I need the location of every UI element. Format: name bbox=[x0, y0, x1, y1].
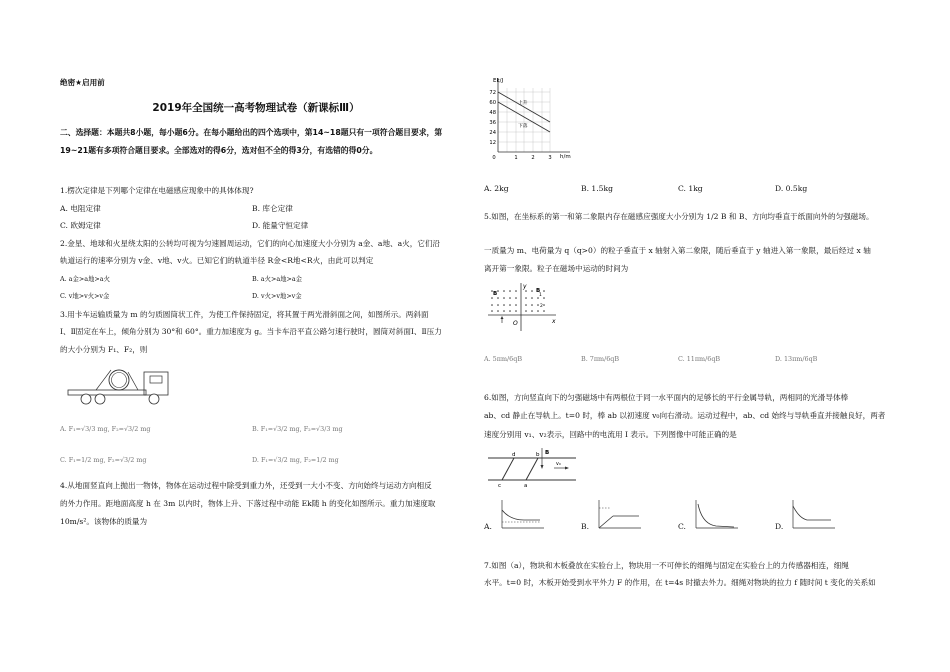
graph-label-up: 上升 bbox=[518, 101, 528, 106]
q4-option-c: C. 1kg bbox=[678, 184, 703, 193]
q2-option-b: B. a火>a地>a金 bbox=[252, 275, 303, 283]
ytick-60: 60 bbox=[489, 100, 496, 106]
truck-figure bbox=[66, 362, 172, 410]
y-axis-label: y bbox=[523, 283, 527, 290]
question-4-stem-3: 10m/s²。该物体的质量为 bbox=[60, 517, 148, 526]
graph-ylabel: Ek/J bbox=[493, 78, 504, 84]
q6-graph-a bbox=[494, 496, 550, 532]
rod-label-b: b bbox=[536, 452, 540, 458]
field-label-left: B bbox=[493, 291, 498, 297]
q6-option-d: D. bbox=[775, 522, 784, 531]
question-3-stem-3: 的大小分别为 F₁、F₂，则 bbox=[60, 345, 148, 354]
q1-option-c: C. 欧姆定律 bbox=[60, 221, 101, 230]
q6-graph-d bbox=[785, 496, 841, 532]
question-2-stem-2: 轨道运行的速率分别为 v金、v地、v火。已知它们的轨道半径 R金<R地<R火，由此可以判定 bbox=[60, 256, 374, 265]
q4-option-b: B. 1.5kg bbox=[581, 184, 613, 193]
question-5-stem-2: 一质量为 m、电荷量为 q（q>0）的粒子垂直于 x 轴射入第二象限，随后垂直于 y 轴进入第一象限，最后经过 x 轴 bbox=[484, 246, 871, 255]
rod-label-a: a bbox=[524, 483, 528, 488]
q6-option-c: C. bbox=[678, 522, 686, 531]
q6-graph-c bbox=[688, 496, 744, 532]
rod-label-d: d bbox=[512, 452, 516, 458]
ytick-36: 36 bbox=[489, 120, 496, 126]
xtick-0: 0 bbox=[492, 155, 496, 161]
v0-label: v₀ bbox=[556, 462, 561, 467]
q5-option-b: B. 7πm/6qB bbox=[581, 355, 620, 363]
question-6-stem-2: ab、cd 静止在导轨上。t=0 时，棒 ab 以初速度 v₀向右滑动。运动过程中，ab、cd 始终与导轨垂直并接触良好，两者 bbox=[484, 411, 886, 420]
question-4-stem-1: 4.从地面竖直向上抛出一物体，物体在运动过程中除受到重力外，还受到一大小不变、方向始终与运动方向相反 bbox=[60, 481, 432, 490]
question-3-stem-1: 3.用卡车运输质量为 m 的匀质圆筒状工件，为使工件保持固定，将其置于两光滑斜面之间，如图所示。两斜面 bbox=[60, 310, 429, 319]
q3-option-d: D. F₁=√3/2 mg, F₂=1/2 mg bbox=[252, 456, 339, 464]
q1-option-d: D. 能量守恒定律 bbox=[252, 221, 309, 230]
q4-option-d: D. 0.5kg bbox=[775, 184, 808, 193]
q1-option-a: A. 电阻定律 bbox=[60, 204, 101, 213]
question-2-stem-1: 2.金星、地球和火星绕太阳的公转均可视为匀速圆周运动，它们的向心加速度大小分别为 a金、a地、a火，它们沿 bbox=[60, 239, 441, 248]
xtick-3: 3 bbox=[548, 155, 552, 161]
q5-option-a: A. 5πm/6qB bbox=[484, 355, 523, 363]
xtick-2: 2 bbox=[531, 155, 535, 161]
q6-graph-b bbox=[591, 496, 647, 532]
question-7-stem-1: 7.如图（a），物块和木板叠放在实验台上，物块用一不可伸长的细绳与固定在实验台上的力传感器相连，细绳 bbox=[484, 561, 849, 570]
xtick-1: 1 bbox=[514, 155, 518, 161]
q3-option-a: A. F₁=√3/3 mg, F₂=√3/2 mg bbox=[60, 425, 151, 433]
graph-label-down: 下落 bbox=[518, 124, 528, 129]
question-7-stem-2: 水平。t=0 时，木板开始受到水平外力 F 的作用，在 t=4s 时撤去外力。细绳对物块的拉力 f 随时间 t 变化的关系如 bbox=[484, 578, 876, 587]
q1-option-b: B. 库仑定律 bbox=[252, 204, 293, 213]
question-3-stem-2: Ⅰ、Ⅱ固定在车上，倾角分别为 30°和 60°。重力加速度为 g。当卡车沿平直公路匀速行驶时，圆筒对斜面Ⅰ、Ⅱ压力 bbox=[60, 327, 442, 336]
ytick-24: 24 bbox=[489, 130, 496, 136]
question-5-stem-1: 5.如图，在坐标系的第一和第二象限内存在磁感应强度大小分别为 1/2 B 和 B、方向均垂直于纸面向外的匀强磁场。 bbox=[484, 212, 874, 221]
q5-option-c: C. 11πm/6qB bbox=[678, 355, 721, 363]
q2-option-c: C. v地>v火>v金 bbox=[60, 292, 110, 300]
q3-option-b: B. F₁=√3/2 mg, F₂=√3/3 mg bbox=[252, 425, 343, 433]
field-label-1: 1 bbox=[539, 293, 542, 298]
section-instructions: 二、选择题：本题共8小题，每小题6分。在每小题给出的四个选项中，第14~18题只有一项符合题目要求，第19~21题有多项符合题目要求。全部选对的得6分，选对但不全的得3分，有选错的得0分。 bbox=[60, 128, 443, 155]
origin-label: O bbox=[513, 320, 518, 327]
q2-option-a: A. a金>a地>a火 bbox=[60, 275, 110, 283]
question-5-stem-3: 离开第一象限。粒子在磁场中运动的时间为 bbox=[484, 264, 629, 273]
q5-option-d: D. 13πm/6qB bbox=[775, 355, 818, 363]
rails-figure bbox=[484, 444, 584, 488]
secret-label: 绝密★启用前 bbox=[60, 78, 105, 87]
field-label-b: B bbox=[545, 450, 550, 456]
x-axis-label: x bbox=[552, 318, 556, 325]
q4-option-a: A. 2kg bbox=[484, 184, 509, 193]
page-title: 2019年全国统一高考物理试卷（新课标Ⅲ） bbox=[152, 102, 360, 114]
question-6-stem-3: 速度分别用 v₁、v₂表示，回路中的电流用 I 表示。下列图像中可能正确的是 bbox=[484, 430, 737, 439]
question-4-stem-2: 的外力作用。距地面高度 h 在 3m 以内时，物体上升、下落过程中动能 Ek随 h 的变化如图所示。重力加速度取 bbox=[60, 499, 436, 508]
q6-option-b: B. bbox=[581, 522, 589, 531]
q6-option-a: A. bbox=[484, 522, 492, 531]
q2-option-d: D. v火>v地>v金 bbox=[252, 292, 302, 300]
magnetic-field-figure bbox=[484, 281, 560, 333]
ek-h-graph bbox=[484, 74, 584, 166]
q3-option-c: C. F₁=1/2 mg, F₂=√3/2 mg bbox=[60, 456, 147, 464]
question-1-stem: 1.楞次定律是下列哪个定律在电磁感应现象中的具体体现? bbox=[60, 186, 254, 195]
rod-label-c: c bbox=[498, 483, 502, 488]
ytick-48: 48 bbox=[489, 110, 496, 116]
graph-xlabel: h/m bbox=[560, 154, 571, 160]
field-label-2: 2 bbox=[540, 304, 543, 309]
field-label-right: B bbox=[536, 288, 541, 294]
ytick-12: 12 bbox=[489, 140, 496, 146]
ytick-72: 72 bbox=[489, 90, 496, 96]
question-6-stem-1: 6.如图，方向竖直向下的匀强磁场中有两根位于同一水平面内的足够长的平行金属导轨，两相同的光滑导体棒 bbox=[484, 393, 849, 402]
